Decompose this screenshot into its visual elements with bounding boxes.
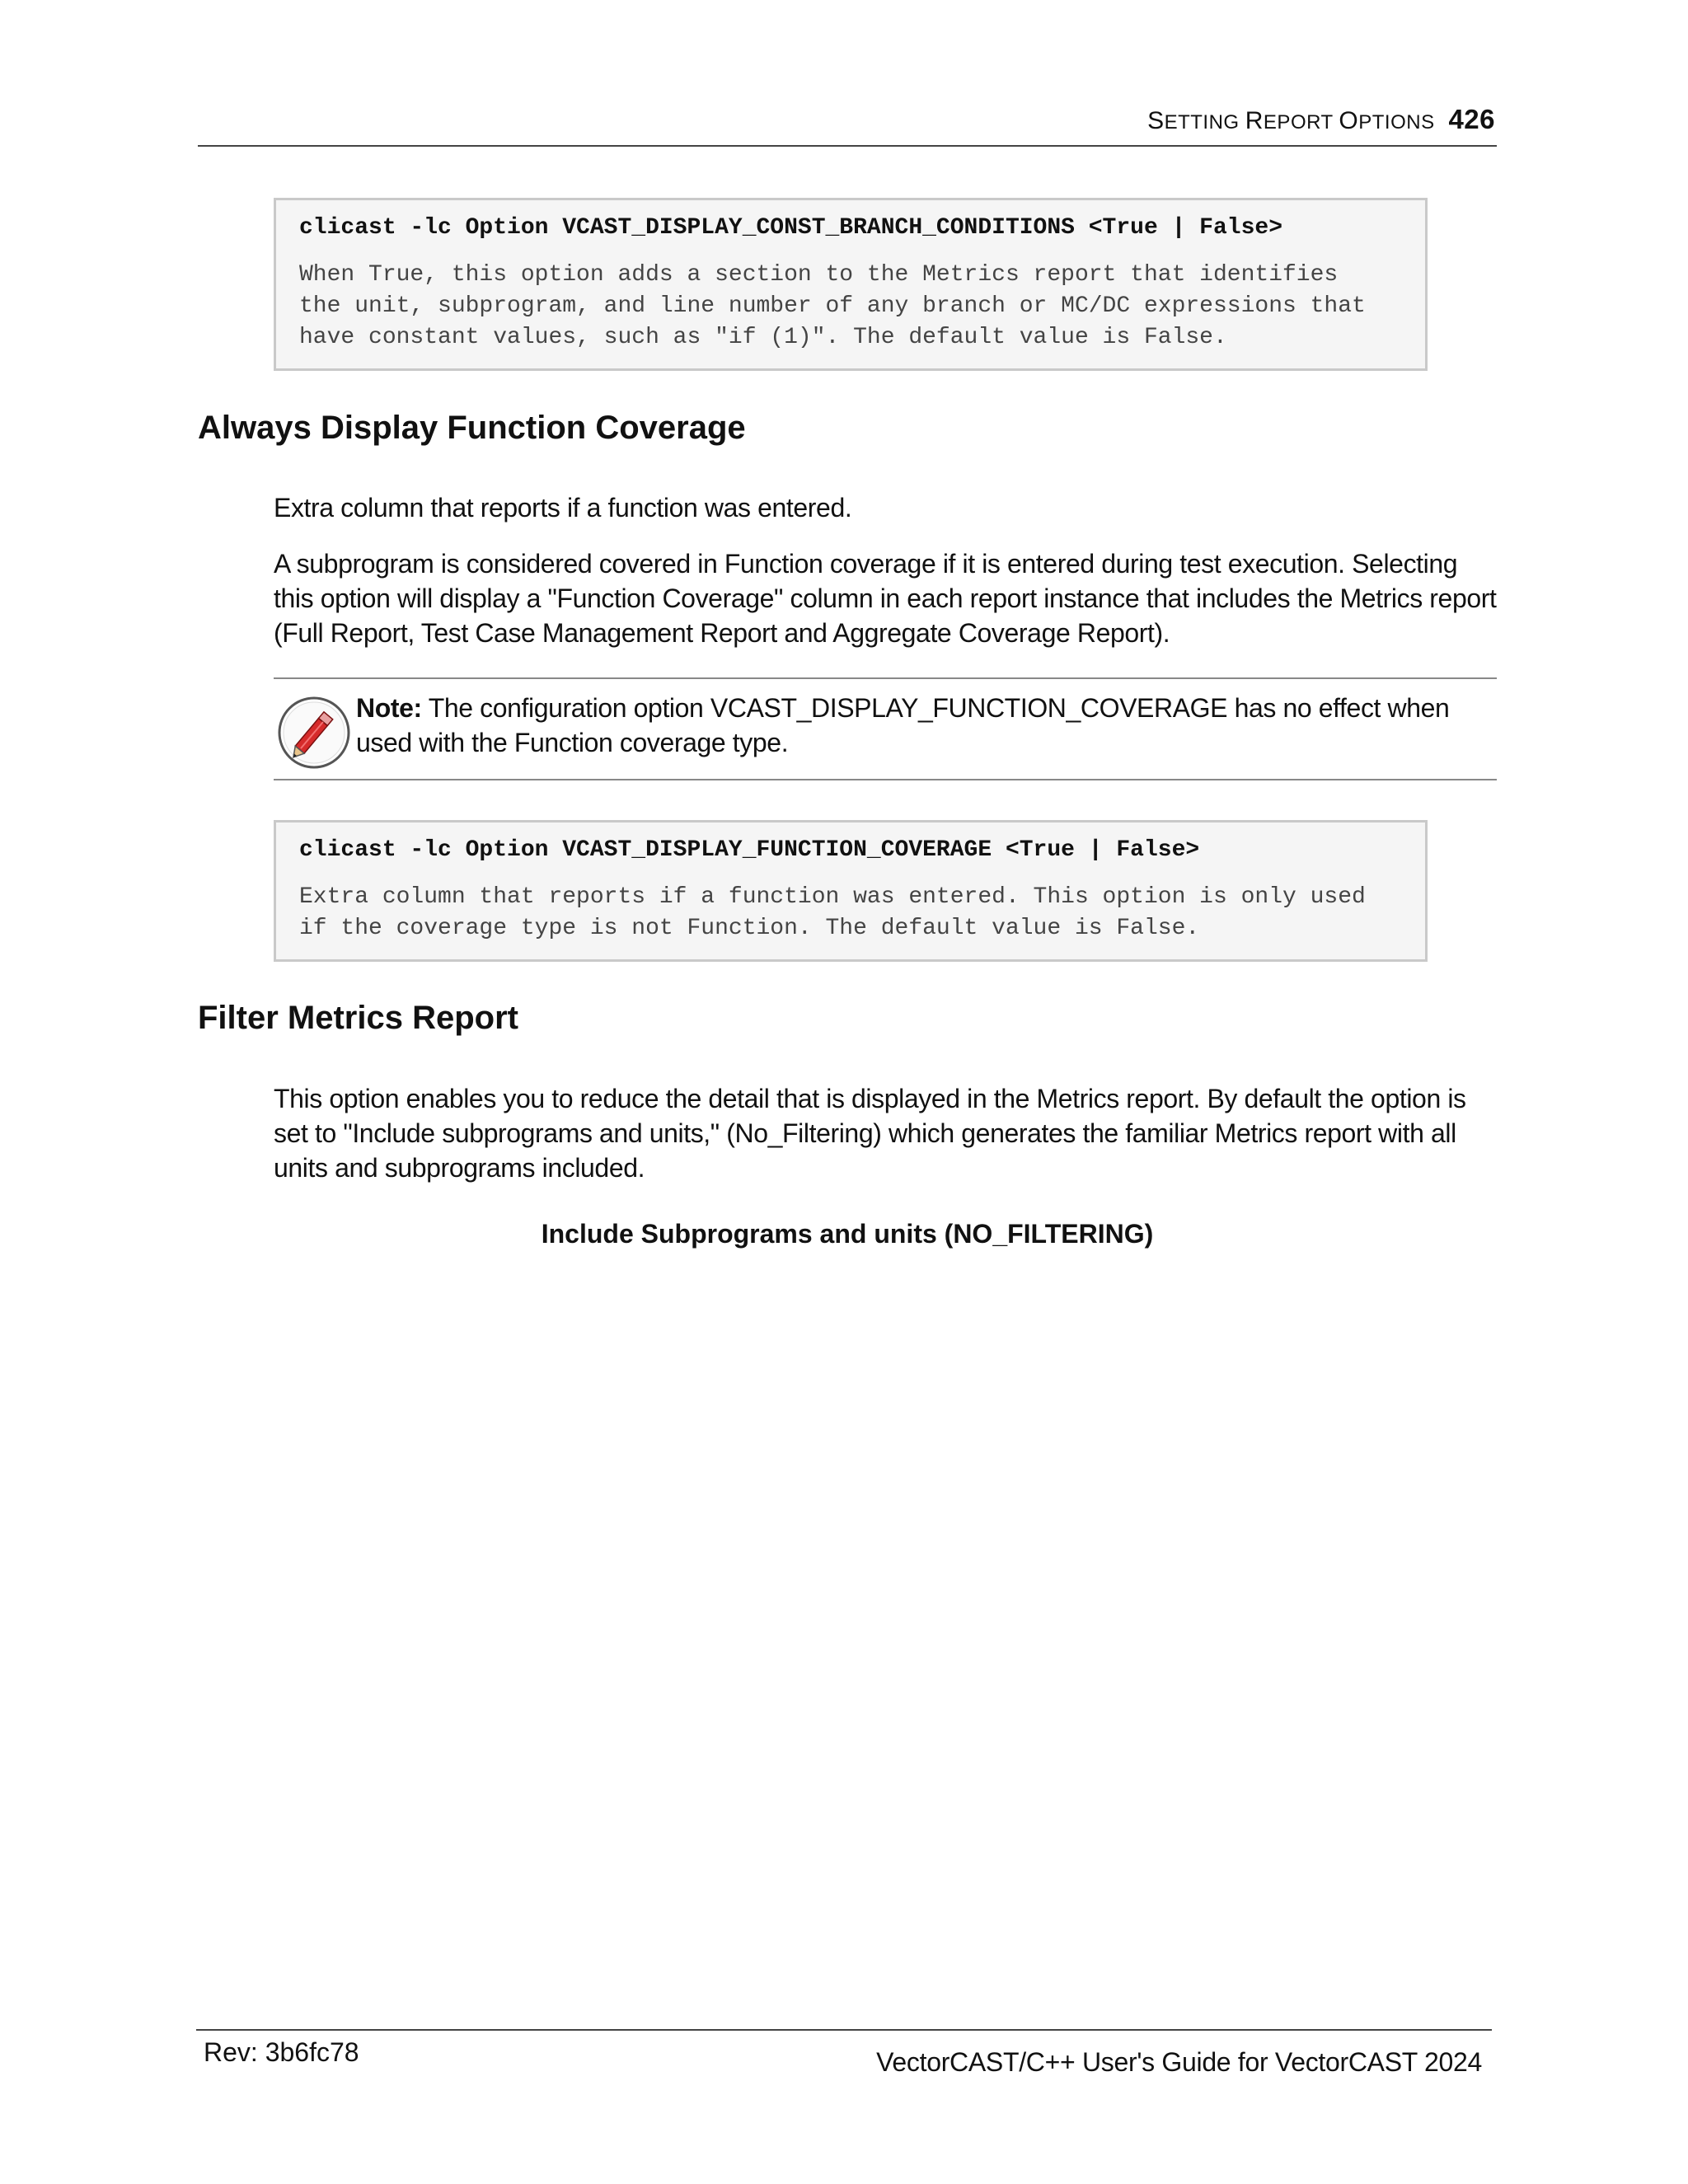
note-text [356,691,1502,760]
heading-filter-metrics-report: Filter Metrics Report [198,1000,518,1036]
paragraph-extra-column: Extra column that reports if a function was entered. [274,493,852,523]
note-bottom-rule [274,779,1497,780]
code-description: Extra column that reports if a function was entered. This option is only used if the coverage type is not Function. The default value is False. [299,884,1366,941]
code-command: clicast -lc Option VCAST_DISPLAY_FUNCTION_COVERAGE <True | False> [299,837,1200,863]
code-description: When True, this option adds a section to the Metrics report that identifies the unit, subprogram, and line number of any branch or MC/DC expressions that have constant values, such as "if (1)". The default value is False. [299,262,1366,350]
heading-always-display-function-coverage: Always Display Function Coverage [198,410,746,446]
footer-guide-title: VectorCAST/C++ User's Guide for VectorCAST 2024 [876,2047,1482,2077]
note-label: Note: [356,693,422,723]
page-number: 426 [1448,104,1495,134]
footer-revision: Rev: 3b6fc78 [204,2037,359,2067]
code-block-function-coverage [274,820,1428,962]
running-header [198,104,1495,135]
figure-caption: Include Subprograms and units (NO_FILTERING) [541,1219,1154,1249]
code-block-const-branch [274,198,1428,371]
header-divider [198,145,1497,147]
note-top-rule [274,677,1497,679]
footer-divider [196,2029,1492,2031]
paragraph-subprogram-covered: A subprogram is considered covered in Function coverage if it is entered during test execution. Selecting this option will display a "Function Coverage" column in each report instance that includes the Metrics report (Full Report, Test Case Management Report and Aggregate Coverage Report). [274,549,1497,648]
pencil-note-icon [277,696,351,770]
header-title: SETTING REPORT OPTIONS [1147,107,1435,134]
note-body: The configuration option VCAST_DISPLAY_FUNCTION_COVERAGE has no effect when used with the Function coverage type. [356,693,1450,757]
paragraph-filter-option: This option enables you to reduce the detail that is displayed in the Metrics report. By default the option is set to "Include subprograms and units," (No_Filtering) which generates the familiar Metrics report with all units and subprograms included. [274,1084,1466,1183]
code-command: clicast -lc Option VCAST_DISPLAY_CONST_BRANCH_CONDITIONS <True | False> [299,215,1282,241]
